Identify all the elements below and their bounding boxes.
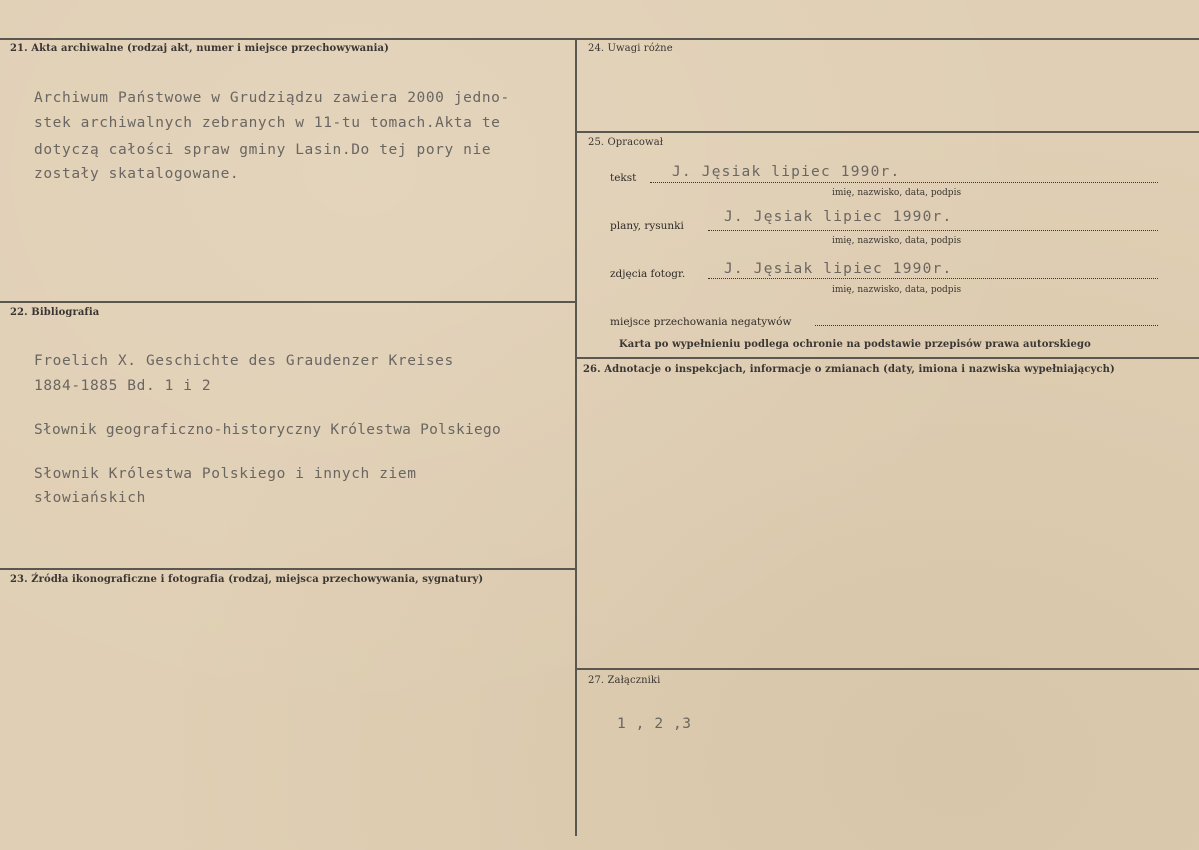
section-21-line-3: dotyczą całości spraw gminy Lasin.Do tej pory nie xyxy=(34,142,492,158)
divider-24-25 xyxy=(577,131,1199,133)
negatywy-line xyxy=(815,325,1158,326)
section-22-line-5: słowiańskich xyxy=(34,490,146,506)
plany-caption: imię, nazwisko, data, podpis xyxy=(832,236,962,246)
section-23-label: 23. Źródła ikonograficzne i fotografia (rodzaj, miejsca przechowywania, sygnatury) xyxy=(10,574,484,585)
zdjecia-line xyxy=(708,278,1158,279)
zdjecia-value: J. Jęsiak lipiec 1990r. xyxy=(724,261,953,277)
section-27-value: 1 , 2 ,3 xyxy=(617,716,692,732)
section-24-label: 24. Uwagi różne xyxy=(588,43,673,54)
divider-22-23 xyxy=(0,568,577,570)
tekst-line xyxy=(650,182,1158,183)
copyright-notice: Karta po wypełnieniu podlega ochronie na podstawie przepisów prawa autorskiego xyxy=(619,339,1091,350)
section-22-line-4: Słownik Królestwa Polskiego i innych ziem xyxy=(34,466,417,482)
tekst-label: tekst xyxy=(610,172,637,184)
top-rule xyxy=(0,38,1199,40)
divider-25-26 xyxy=(577,357,1199,359)
section-27-label: 27. Załączniki xyxy=(588,675,661,686)
section-22-label: 22. Bibliografia xyxy=(10,307,100,318)
section-21-line-4: zostały skatalogowane. xyxy=(34,166,240,182)
section-26-label: 26. Adnotacje o inspekcjach, informacje o zmianach (daty, imiona i nazwiska wypełniających) xyxy=(583,364,1115,375)
divider-21-22 xyxy=(0,301,577,303)
section-22-line-3: Słownik geograficzno-historyczny Królestwa Polskiego xyxy=(34,422,501,438)
plany-label: plany, rysunki xyxy=(610,220,684,232)
tekst-caption: imię, nazwisko, data, podpis xyxy=(832,188,962,198)
plany-value: J. Jęsiak lipiec 1990r. xyxy=(724,209,953,225)
zdjecia-label: zdjęcia fotogr. xyxy=(610,268,686,280)
negatywy-label: miejsce przechowania negatywów xyxy=(610,316,792,328)
zdjecia-caption: imię, nazwisko, data, podpis xyxy=(832,285,962,295)
section-22-line-2: 1884-1885 Bd. 1 i 2 xyxy=(34,378,212,394)
section-22-line-1: Froelich X. Geschichte des Graudenzer Kreises xyxy=(34,353,454,369)
column-divider xyxy=(575,38,577,836)
tekst-value: J. Jęsiak lipiec 1990r. xyxy=(672,164,901,180)
section-21-line-2: stek archiwalnych zebranych w 11-tu tomach.Akta te xyxy=(34,115,501,131)
section-25-label: 25. Opracował xyxy=(588,137,664,148)
section-21-line-1: Archiwum Państwowe w Grudziądzu zawiera 2000 jedno- xyxy=(34,90,510,106)
section-21-label: 21. Akta archiwalne (rodzaj akt, numer i miejsce przechowywania) xyxy=(10,43,389,54)
plany-line xyxy=(708,230,1158,231)
divider-26-27 xyxy=(577,668,1199,670)
